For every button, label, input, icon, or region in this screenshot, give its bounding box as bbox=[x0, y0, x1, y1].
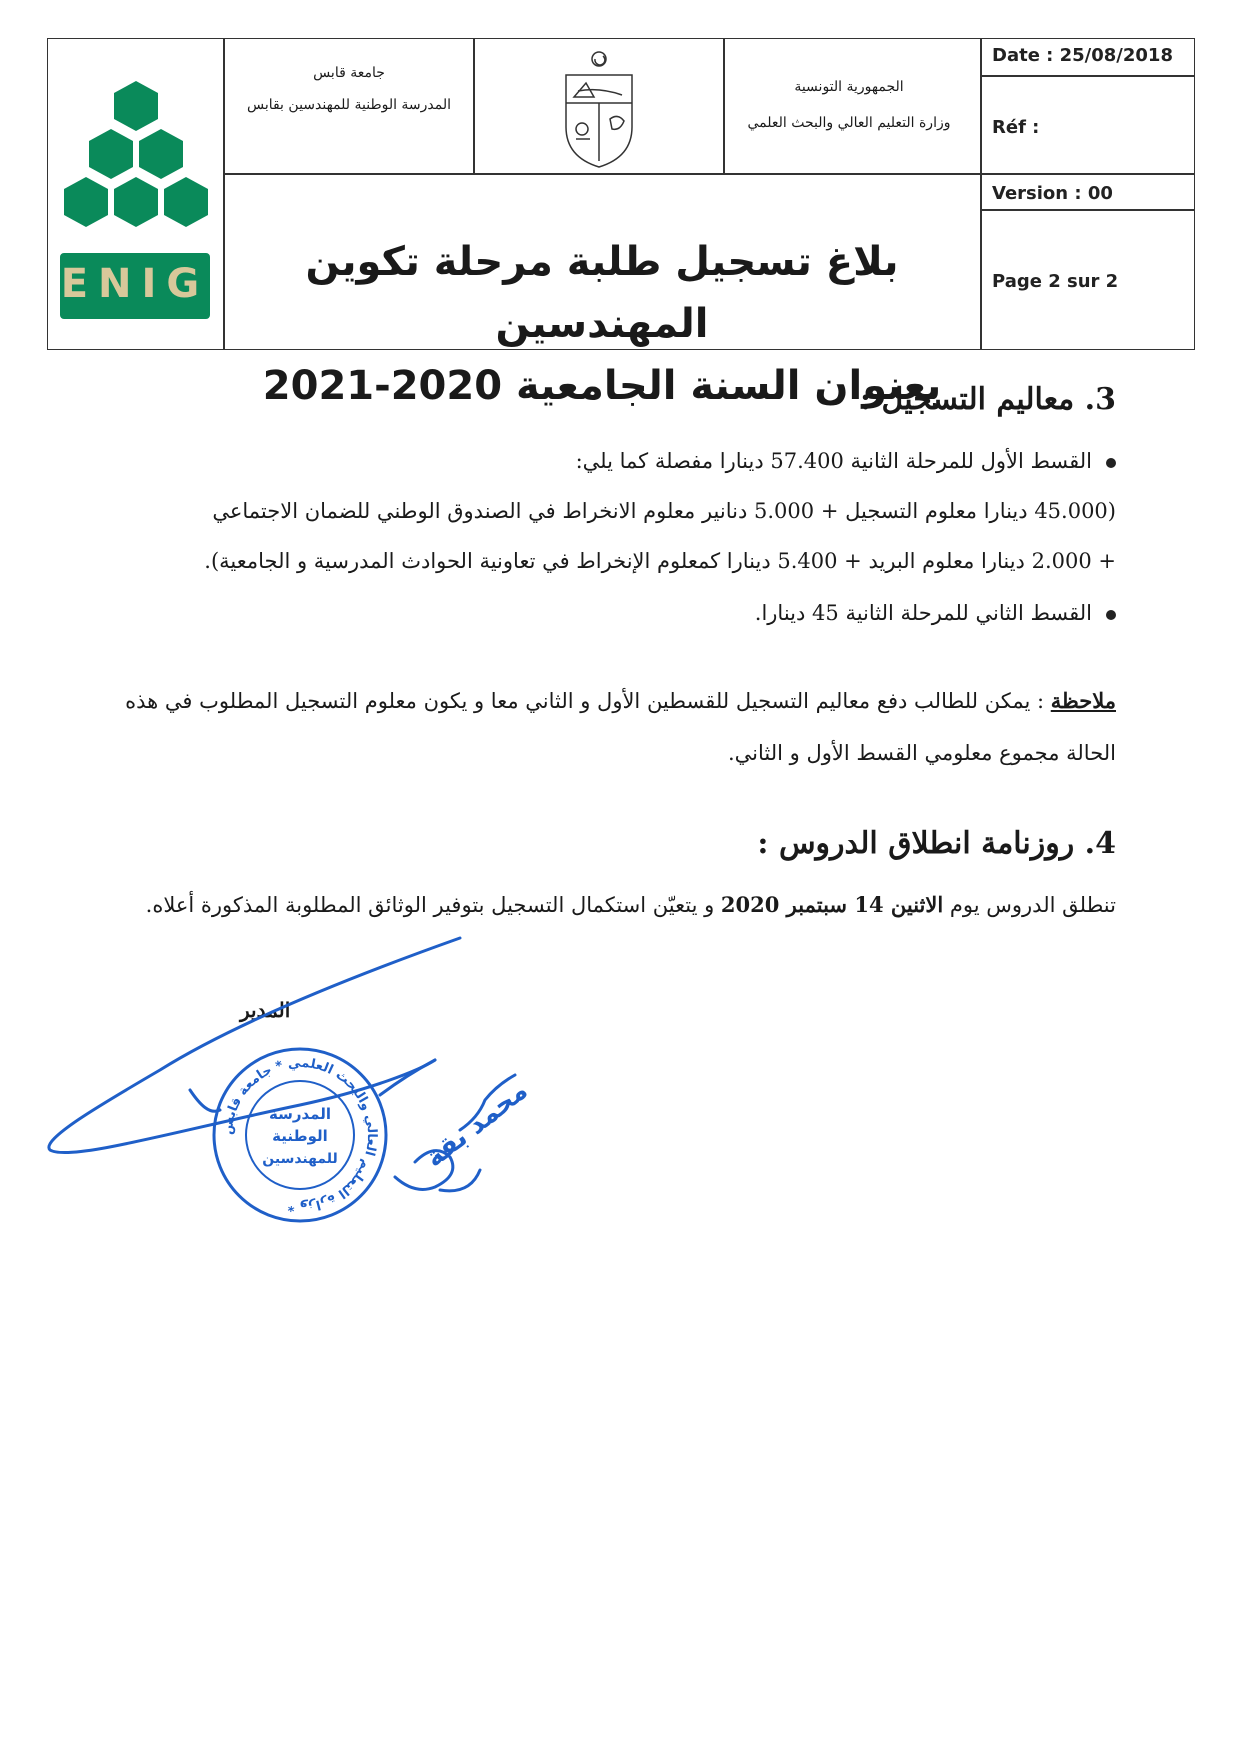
fee-bullet-2-text: القسط الثاني للمرحلة الثانية 45 دينارا. bbox=[754, 601, 1092, 625]
note-line-2: الحالة مجموع معلومي القسط الأول و الثاني. bbox=[727, 741, 1116, 765]
official-stamp bbox=[210, 1045, 390, 1225]
school-name: المدرسة الوطنية للمهندسين بقابس bbox=[246, 97, 452, 113]
section-4-title: 4. روزنامة انطلاق الدروس : bbox=[757, 826, 1116, 861]
university-block bbox=[224, 39, 474, 173]
stamp-ring-text: وزارة التعليم العالي والبحث العلمي * جامعة قابس * bbox=[220, 1055, 380, 1215]
classes-start-date: الاثنين 14 سبتمبر 2020 bbox=[720, 892, 944, 917]
ministry-name: وزارة التعليم العالي والبحث العلمي bbox=[747, 115, 951, 131]
logo-text: ENIG bbox=[60, 261, 210, 307]
fee-bullet-1 bbox=[576, 446, 1116, 476]
stamp-center-line-2: الوطنية bbox=[272, 1127, 328, 1145]
fee-bullet-2 bbox=[755, 598, 1116, 628]
fee-detail-1: (45.000 دينارا معلوم التسجيل + 5.000 دنانير معلوم الانخراط في الصندوق الوطني للضمان الاجتماعي bbox=[212, 499, 1116, 523]
bullet-icon bbox=[1106, 458, 1116, 468]
university-name: جامعة قابس bbox=[313, 65, 385, 81]
classes-start-prefix: تنطلق الدروس يوم bbox=[943, 893, 1116, 917]
fee-detail-2: + 2.000 دينارا معلوم البريد + 5.400 دينارا كمعلوم الإنخراط في تعاونية الحوادث المدرسية و الجامعية). bbox=[204, 549, 1116, 573]
note-label: ملاحظة bbox=[1050, 688, 1116, 713]
classes-start-suffix: و يتعيّن استكمال التسجيل بتوفير الوثائق المطلوبة المذكورة أعلاه. bbox=[145, 893, 721, 917]
republic-name: الجمهورية التونسية bbox=[794, 79, 904, 95]
signed-name: محمد بقة bbox=[420, 1075, 534, 1174]
stamp-center-line-3: للمهندسين bbox=[262, 1151, 338, 1167]
fee-bullet-1-text: القسط الأول للمرحلة الثانية 57.400 دينارا مفصلة كما يلي: bbox=[575, 449, 1092, 473]
doc-page: Page 2 sur 2 bbox=[992, 271, 1119, 292]
tunisia-emblem bbox=[474, 39, 724, 173]
director-label: المدير bbox=[240, 998, 291, 1022]
note-text-1: : يمكن للطالب دفع معاليم التسجيل للقسطين الأول و الثاني معا و يكون معلوم التسجيل المطلوب في هذه bbox=[125, 689, 1045, 713]
title-line-2: بعنوان السنة الجامعية 2020-2021 bbox=[262, 363, 942, 409]
stamp-seal-icon bbox=[210, 1045, 390, 1225]
doc-ref: Réf : bbox=[992, 117, 1040, 138]
enig-logo bbox=[48, 39, 223, 349]
enig-badge bbox=[60, 253, 210, 319]
stamp-center-line-1: المدرسة bbox=[269, 1105, 331, 1123]
bullet-icon bbox=[1106, 610, 1116, 620]
coat-of-arms-icon bbox=[474, 39, 724, 173]
note-line-1 bbox=[125, 686, 1116, 716]
doc-version: Version : 00 bbox=[992, 183, 1113, 204]
doc-date: Date : 25/08/2018 bbox=[992, 45, 1173, 66]
section-3-title: 3. معاليم التسجيل : bbox=[860, 382, 1116, 417]
ministry-block bbox=[724, 39, 974, 173]
title-line-1: بلاغ تسجيل طلبة مرحلة تكوين المهندسين bbox=[305, 239, 899, 347]
